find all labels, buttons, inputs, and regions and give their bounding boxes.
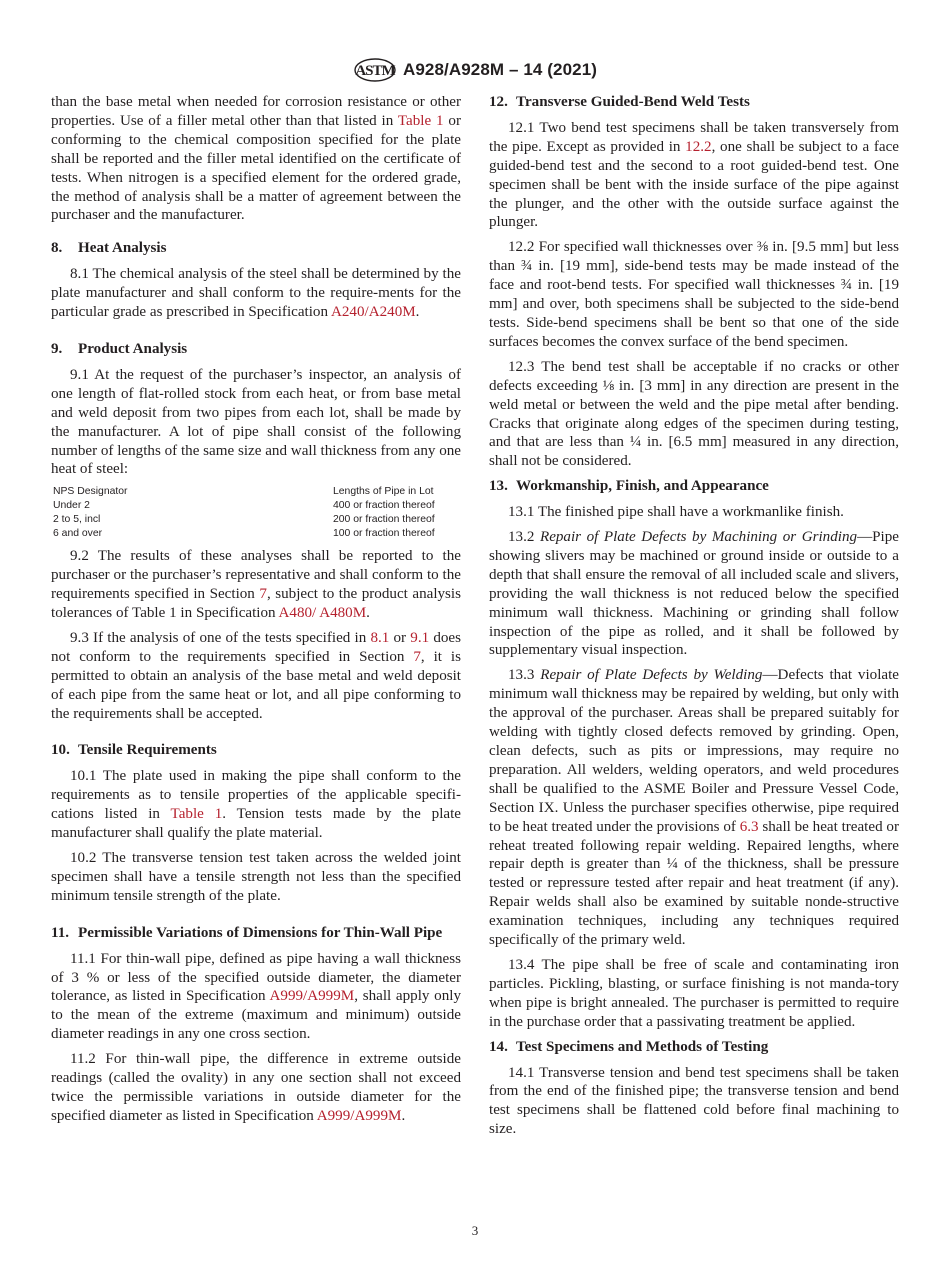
paragraph-11-1: 11.1 For thin-wall pipe, defined as pipe having a wall thickness of 3 % or less of the specified outside diameter, the diameter tolerance, as listed in Specification A999/A999M, shall apply only to the mean of the extreme (maximum and minimum) outside diameter readings in any one cross section. xyxy=(51,950,462,1043)
page-header xyxy=(0,56,950,84)
table-header-cell: NPS Designator xyxy=(53,486,128,498)
paragraph-10-1: 10.1 The plate used in making the pipe shall conform to the requirements as to tensile properties of the applicable specifi-cations listed in Table 1. Tension tests made by the plate manufacturer shall qualify the plate material. xyxy=(51,768,461,842)
paragraph-12-3: 12.3 The bend test shall be acceptable if no cracks or other defects exceeding ⅛ in. [3 mm] in any direction are present in the weld metal or between the weld and the pipe metal after bending. Cracks that originate along edges of the specimen during testing, and that are less than ¼ in. [6.5 mm] measured in any direction, shall not be considered. xyxy=(489,358,899,470)
section-10-heading: 10. Tensile Requirements xyxy=(51,742,217,759)
link-table-1[interactable]: Table 1 xyxy=(397,112,444,129)
table-cell: 400 or fraction thereof xyxy=(333,500,435,512)
paragraph-14-1: 14.1 Transverse tension and bend test specimens shall be taken from the end of the finished pipe; the transverse tension and bend test specimens shall be flattened cold before final machining to size. xyxy=(489,1064,899,1138)
paragraph-11-2: 11.2 For thin-wall pipe, the difference in extreme outside readings (called the ovality) in any one section shall not exceed twice the permissible variations in outside diameter for the specified diameter as listed in Specification A999/A999M. xyxy=(51,1051,461,1124)
table-cell: 200 or fraction thereof xyxy=(333,514,435,526)
link-8-1[interactable]: 8.1 xyxy=(370,629,390,646)
link-12-2[interactable]: 12.2 xyxy=(685,138,712,155)
paragraph-13-4: 13.4 The pipe shall be free of scale and contaminating iron particles. Pickling, blasting, or surface finishing is not manda-tory when pipe is bright annealed. The purchaser is permitted to require in the purchase order that a passivating treatment be applied. xyxy=(489,956,899,1030)
paragraph-9-3: 9.3 If the analysis of one of the tests specified in 8.1 or 9.1 does not conform to the requirements specified in Section 7, it is permitted to obtain an analysis of the base metal and weld deposit of each pipe from the same heat or lot, and all pipe conforming to the requirements shall be accepted. xyxy=(51,629,461,722)
left-column xyxy=(51,93,461,1132)
right-column xyxy=(489,93,899,1145)
table-cell: 6 and over xyxy=(53,528,103,540)
link-a480[interactable]: A480/ A480M xyxy=(278,605,367,622)
table-row xyxy=(53,527,447,541)
document-id: A928/A928M – 14 (2021) xyxy=(402,60,598,79)
paragraph-9-2: 9.2 The results of these analyses shall be reported to the purchaser or the purchaser’s representative and shall conform to the requirements specified in Section 7, subject to the product analysis tolerances of Table 1 in Specification A480/ A480M. xyxy=(51,548,461,622)
link-table-1[interactable]: Table 1 xyxy=(170,806,223,823)
continued-paragraph: than the base metal when needed for corrosion resistance or other properties. Use of a filler metal other than that listed in Table 1 or conforming to the chemical composition specified for the plate shall be reported and the filler metal identified on the certificate of tests. When nitrogen is a specified element for the ordered grade, the method of analysis shall be a matter of agreement between the purchaser and the manufacturer. xyxy=(51,94,461,224)
paragraph-13-3: 13.3 Repair of Plate Defects by Welding—Defects that violate minimum wall thickness may be repaired by welding, but only with the approval of the purchaser. Areas shall be prepared suitably for welding with tightly closed defects removed by grinding. Open, clean defects, such as pits or impressions, may require no preparation. All welders, welding operators, and weld procedures shall be qualified to the ASME Boiler and Pressure Vessel Code, Section IX. Unless the purchaser specifies otherwise, pipe required to be heat treated under the provisions of 6.3 shall be heat treated or reheat treated following repair welding. Repaired lengths, where repair depth is greater than ¼ of the thickness, shall be pressure tested or repressure tested after repair and heat treatment (if any). Repair welds shall also be examined by suitable nonde-structive examination techniques, including any techniques required specifically of the primary weld. xyxy=(489,667,899,949)
link-6-3[interactable]: 6.3 xyxy=(739,818,759,835)
link-section-7[interactable]: 7 xyxy=(413,648,421,665)
table-row xyxy=(53,513,447,527)
paragraph-12-2: 12.2 For specified wall thicknesses over ⅜ in. [9.5 mm] but less than ¾ in. [19 mm], side-bend tests may be made instead of the face and root-bend tests. For specified wall thicknesses ¾ in. [19 mm] and over, both specimens shall be subjected to the side-bend tests. Side-bend specimens shall be bent so that one of the side surfaces becomes the convex surface of the bend specimen. xyxy=(489,239,899,350)
paragraph-13-1: 13.1 The finished pipe shall have a workmanlike finish. xyxy=(508,504,844,521)
link-section-7[interactable]: 7 xyxy=(259,586,267,603)
table-cell: 2 to 5, incl xyxy=(53,514,101,526)
link-a240[interactable]: A240/A240M xyxy=(330,304,416,321)
lot-size-table xyxy=(53,485,447,541)
section-8-heading: 8. Heat Analysis xyxy=(51,240,167,257)
paragraph-10-2: 10.2 The transverse tension test taken across the welded joint specimen shall have a tensile strength not less than the specified minimum tensile strength of the plate. xyxy=(51,850,461,904)
section-13-heading: 13. Workmanship, Finish, and Appearance xyxy=(489,478,769,495)
section-14-heading: 14. Test Specimens and Methods of Testing xyxy=(489,1038,769,1055)
table-header-row xyxy=(53,485,447,499)
paragraph-9-1: 9.1 At the request of the purchaser’s inspector, an analysis of one length of flat-rolled stock from each heat, or from base metal and weld deposit from two pipes from each lot, shall be made by the manufacturer. A lot of pipe shall consist of the following number of lengths of the same size and wall thickness from any one heat of steel: xyxy=(51,366,461,478)
link-a999[interactable]: A999/A999M xyxy=(316,1107,402,1124)
table-cell: 100 or fraction thereof xyxy=(333,528,435,540)
link-9-1[interactable]: 9.1 xyxy=(410,629,430,646)
section-11-heading: 11. Permissible Variations of Dimensions for Thin-Wall Pipe xyxy=(51,924,443,941)
paragraph-12-1: 12.1 Two bend test specimens shall be taken transversely from the pipe. Except as provided in 12.2, one shall be subject to a face guided-bend test and the second to a root guided-bend test. One specimen shall be bent with the inside surface of the pipe against the plunger, and the other with the outside surface against the plunger. xyxy=(489,119,899,231)
astm-logo-icon xyxy=(353,57,397,83)
section-12-heading: 12. Transverse Guided-Bend Weld Tests xyxy=(489,94,750,110)
table-header-cell: Lengths of Pipe in Lot xyxy=(333,486,434,498)
section-9-heading: 9. Product Analysis xyxy=(51,340,188,357)
paragraph-13-2: 13.2 Repair of Plate Defects by Machining or Grinding—Pipe showing slivers may be machined or ground inside or outside to a depth that shall ensure the removal of all included scale and slivers, providing the wall thickness is not reduced below the specified minimum wall thickness. Machining or grinding shall follow inspection of the pipe as rolled, and it shall be followed by supplementary visual inspection. xyxy=(489,529,899,659)
svg-text:ASTM: ASTM xyxy=(355,63,395,79)
table-row xyxy=(53,499,447,513)
table-cell: Under 2 xyxy=(53,500,90,512)
link-a999[interactable]: A999/A999M xyxy=(269,988,355,1005)
paragraph-8-1: 8.1 The chemical analysis of the steel shall be determined by the plate manufacturer and shall conform to the require-ments for the particular grade as prescribed in Specification A240/A240M. xyxy=(51,266,461,321)
page-number: 3 xyxy=(471,1223,479,1238)
